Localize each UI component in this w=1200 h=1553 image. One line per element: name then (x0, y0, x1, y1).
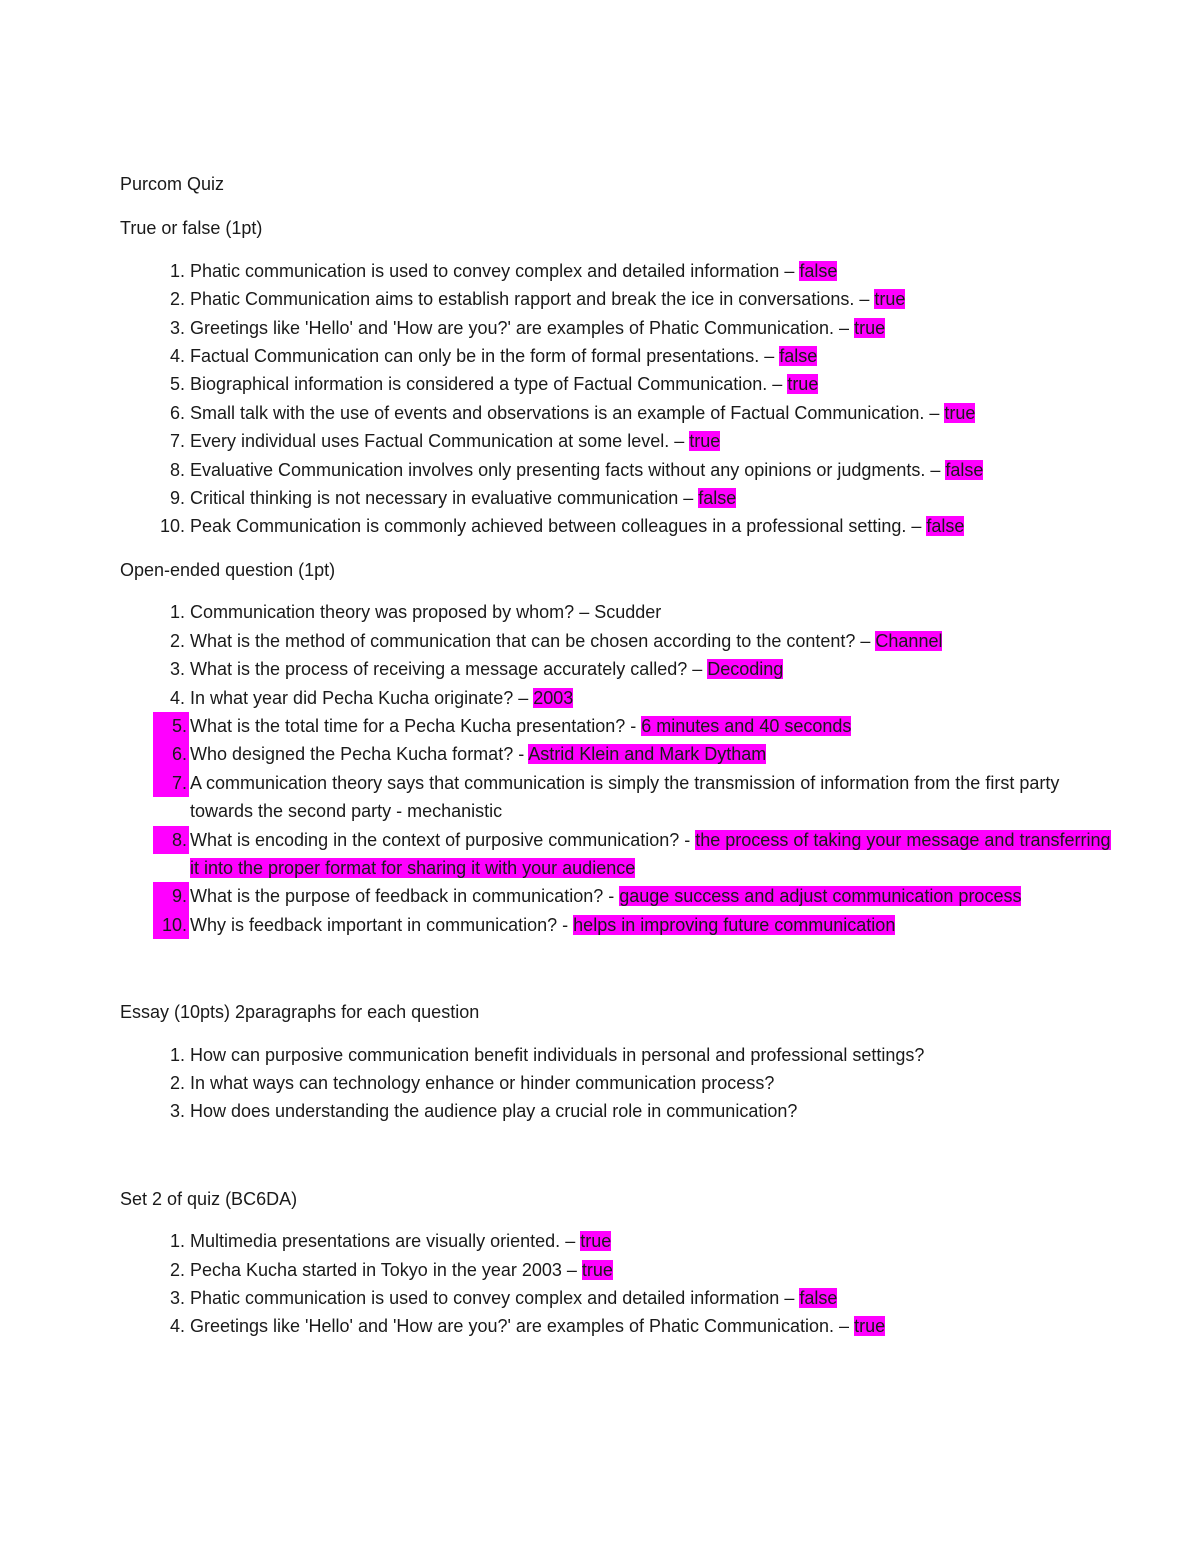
item-question: Factual Communication can only be in the form of formal presentations. – (190, 346, 780, 367)
highlighted-answer: false (799, 260, 838, 281)
highlighted-answer: true (787, 374, 819, 395)
item-number: 9. (169, 488, 185, 509)
item-question: Critical thinking is not necessary in evaluative communication – (190, 488, 699, 509)
item-number: 7. (153, 769, 189, 797)
highlighted-answer: true (581, 1259, 613, 1280)
item-question: How does understanding the audience play a crucial role in communication? (190, 1101, 798, 1122)
item-number: 2. (169, 1072, 185, 1093)
list-item (120, 1041, 1120, 1069)
item-question: Multimedia presentations are visually oriented. – (190, 1231, 581, 1252)
item-question: A communication theory says that communication is simply the transmission of information from the first party towards the second party - mechanistic (190, 772, 1060, 822)
spacer (120, 1141, 1120, 1185)
highlighted-answer: helps in improving future communication (573, 914, 896, 935)
list-item (120, 598, 1120, 626)
highlighted-answer: false (799, 1288, 838, 1308)
list-item (120, 1097, 1120, 1125)
item-question: Communication theory was proposed by whom? – Scudder (190, 602, 662, 623)
essay-list (120, 1041, 1120, 1126)
list-item (120, 655, 1120, 683)
item-question: Pecha Kucha started in Tokyo in the year 2003 – (190, 1259, 582, 1280)
list-item (120, 911, 1120, 939)
item-number: 1. (169, 1044, 185, 1065)
list-item (120, 314, 1120, 342)
item-number: 4. (169, 1316, 185, 1337)
item-number: 3. (169, 659, 185, 680)
list-item (120, 882, 1120, 910)
item-number: 9. (153, 882, 189, 910)
item-number: 2. (169, 1259, 185, 1280)
item-question: Who designed the Pecha Kucha format? - (190, 744, 529, 765)
item-number: 5. (153, 712, 189, 740)
set-2-list (120, 1227, 1120, 1341)
list-item (120, 342, 1120, 370)
highlighted-answer: true (854, 317, 886, 338)
item-number: 3. (169, 1101, 185, 1122)
highlighted-answer: false (945, 459, 984, 480)
highlighted-answer: true (689, 431, 721, 452)
highlighted-answer: false (698, 488, 737, 509)
highlighted-answer: true (944, 402, 976, 423)
item-number: 2. (169, 289, 185, 310)
item-number: 6. (169, 402, 185, 423)
item-question: How can purposive communication benefit individuals in personal and professional settings? (190, 1044, 925, 1065)
item-number: 1. (169, 602, 185, 623)
highlighted-answer: false (779, 346, 818, 367)
list-item (120, 1312, 1120, 1340)
item-number: 5. (169, 374, 185, 395)
item-question: Phatic communication is used to convey complex and detailed information – (190, 260, 800, 281)
true-false-list (120, 257, 1120, 541)
list-item (120, 399, 1120, 427)
spacer (120, 954, 1120, 998)
list-item (120, 684, 1120, 712)
list-item (120, 1256, 1120, 1284)
highlighted-answer: true (580, 1231, 612, 1252)
section-heading-essay: Essay (10pts) 2paragraphs for each question (120, 1002, 480, 1023)
item-number: 3. (169, 1288, 185, 1308)
item-number: 4. (169, 346, 185, 367)
item-question: What is the method of communication that can be chosen according to the content? – (190, 630, 876, 651)
highlighted-answer: Decoding (707, 659, 784, 680)
list-item (120, 427, 1120, 455)
list-item (120, 1284, 1120, 1312)
document-body (120, 170, 1120, 1356)
item-number: 7. (169, 431, 185, 452)
list-item (120, 285, 1120, 313)
highlighted-answer: the process of taking your message and transferring it into the proper format for sharing it with your audience (190, 829, 1111, 878)
item-number: 1. (169, 260, 185, 281)
item-question: Greetings like 'Hello' and 'How are you?' are examples of Phatic Communication. – (190, 1316, 855, 1337)
list-item (120, 370, 1120, 398)
item-question: In what ways can technology enhance or hinder communication process? (190, 1072, 775, 1093)
list-item (120, 456, 1120, 484)
item-number: 10. (153, 911, 189, 939)
list-item (120, 484, 1120, 512)
list-item (120, 712, 1120, 740)
section-heading-set-2: Set 2 of quiz (BC6DA) (120, 1188, 298, 1209)
list-item (120, 769, 1120, 826)
item-question: Phatic communication is used to convey complex and detailed information – (190, 1288, 800, 1308)
item-number: 6. (153, 740, 189, 768)
item-number: 8. (169, 459, 185, 480)
item-number: 2. (169, 630, 185, 651)
item-question: In what year did Pecha Kucha originate? – (190, 687, 534, 708)
highlighted-answer: Astrid Klein and Mark Dytham (528, 744, 767, 765)
list-item (120, 826, 1120, 883)
highlighted-answer: Channel (875, 630, 943, 651)
list-item (120, 257, 1120, 285)
list-item (120, 1227, 1120, 1255)
item-number: 1. (169, 1231, 185, 1252)
open-ended-list (120, 598, 1120, 939)
list-item (120, 1069, 1120, 1097)
item-question: Phatic Communication aims to establish rapport and break the ice in conversations. – (190, 289, 875, 310)
item-question: What is the total time for a Pecha Kucha presentation? - (190, 715, 642, 736)
item-question: What is encoding in the context of purposive communication? - (190, 829, 696, 850)
highlighted-answer: gauge success and adjust communication process (619, 886, 1022, 907)
item-question: What is the purpose of feedback in communication? - (190, 886, 620, 907)
highlighted-answer: 2003 (533, 687, 574, 708)
item-question: Small talk with the use of events and observations is an example of Factual Communication. – (190, 402, 945, 423)
item-question: Every individual uses Factual Communication at some level. – (190, 431, 690, 452)
item-number: 10. (159, 516, 185, 537)
item-question: Greetings like 'Hello' and 'How are you?' are examples of Phatic Communication. – (190, 317, 855, 338)
item-number: 4. (169, 687, 185, 708)
highlighted-answer: false (926, 516, 965, 537)
section-heading-true-false: True or false (1pt) (120, 218, 263, 239)
highlighted-answer: true (874, 289, 906, 310)
highlighted-answer: 6 minutes and 40 seconds (641, 715, 852, 736)
item-question: Peak Communication is commonly achieved between colleagues in a professional setting. – (190, 516, 927, 537)
item-question: What is the process of receiving a message accurately called? – (190, 659, 708, 680)
document-title: Purcom Quiz (120, 174, 225, 194)
item-number: 3. (169, 317, 185, 338)
list-item (120, 740, 1120, 768)
list-item (120, 512, 1120, 540)
highlighted-answer: true (854, 1316, 886, 1337)
list-item (120, 627, 1120, 655)
item-number: 8. (153, 826, 189, 854)
item-question: Biographical information is considered a type of Factual Communication. – (190, 374, 788, 395)
item-question: Why is feedback important in communication? - (190, 914, 574, 935)
item-question: Evaluative Communication involves only presenting facts without any opinions or judgments. – (190, 459, 946, 480)
section-heading-open-ended: Open-ended question (1pt) (120, 559, 336, 580)
